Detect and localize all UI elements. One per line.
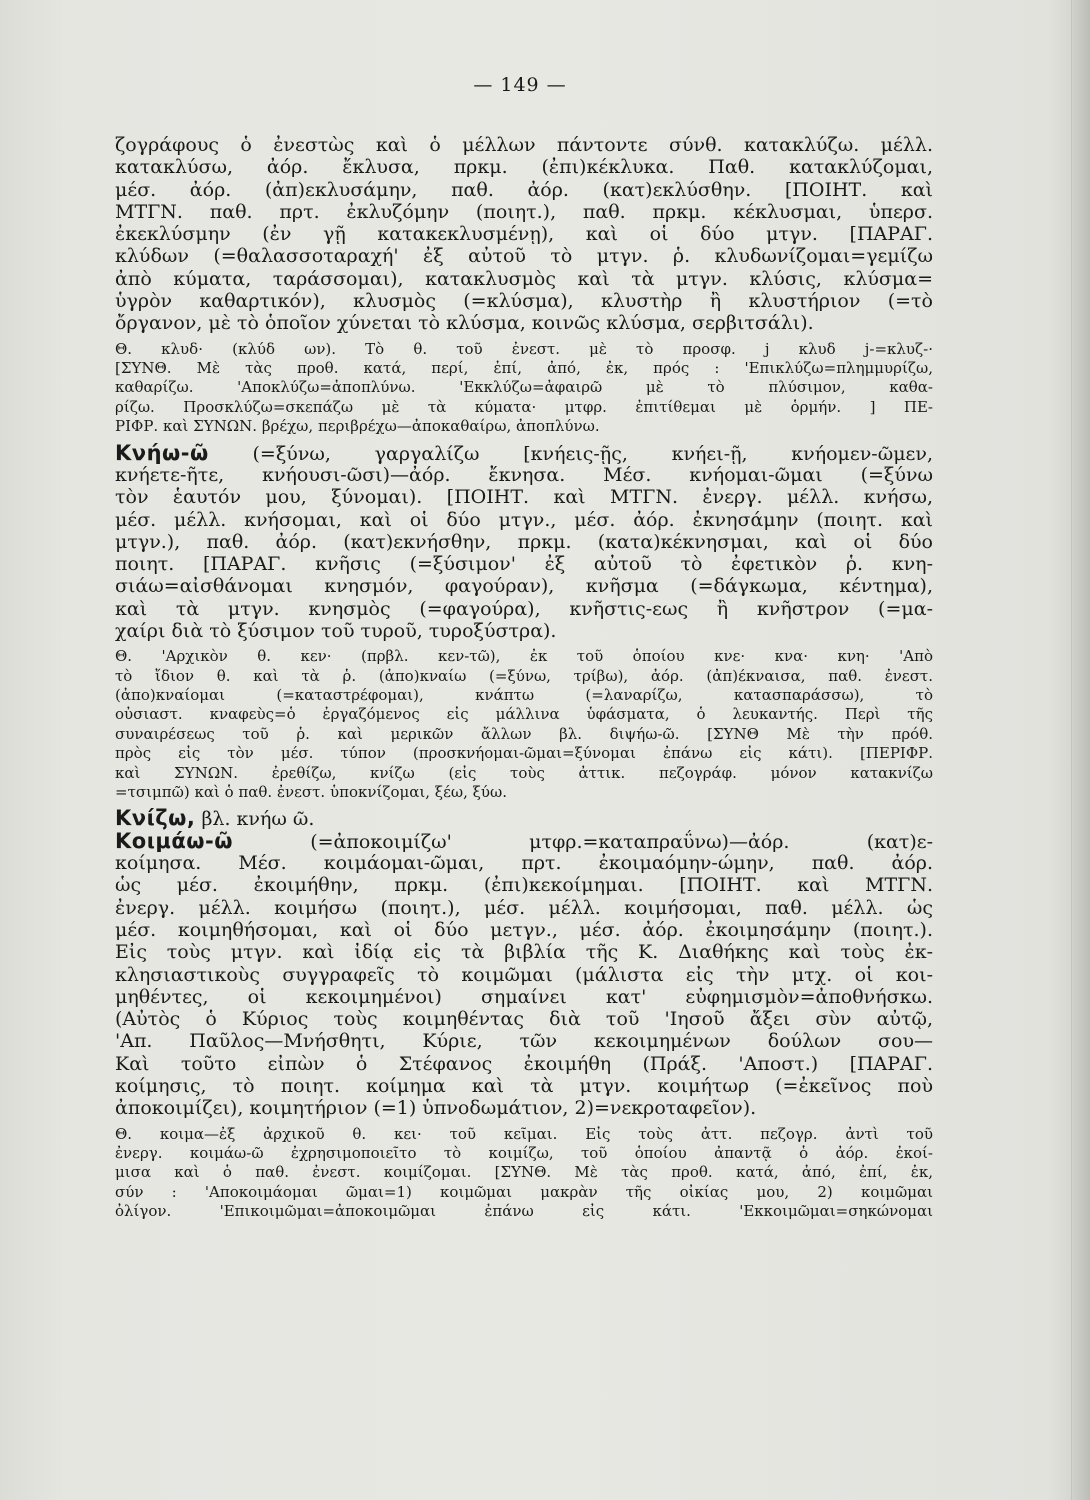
entry-line: Εἰς τοὺς μτγν. καὶ ἰδίᾳ εἰς τὰ βιβλία τῆς Κ. Διαθήκης καὶ τοὺς ἐκ- [115,941,933,964]
entry-line: ἐνεργ. μέλλ. κοιμήσω (ποιητ.), μέσ. μέλλ. κοιμήσομαι, παθ. μέλλ. ὡς [115,896,933,919]
entry-line: κοίμησα. Μέσ. κοιμάομαι-ῶμαι, πρτ. ἐκοιμαόμην-ώμην, παθ. ἀόρ. [115,852,933,875]
entry-line: ζογράφους ὁ ἐνεστὼς καὶ ὁ μέλλων πάντοντε σύνθ. κατακλύζω. μέλλ. [115,134,933,156]
etymology-line: [ΣΥΝΘ. Μὲ τὰς προθ. κατά, περί, ἐπί, ἀπό, ἐκ, πρός : 'Επικλύζω=πλημμυρίζω, [115,359,933,378]
etymology-line: τὸ ἴδιον θ. καὶ τὰ ῥ. (ἀπο)κναίω (=ξύνω, τρίβω), ἀόρ. (ἀπ)έκναισα, παθ. ἐνεστ. [115,666,933,685]
etymology-line: πρὸς εἰς τὸν μέσ. τύπον (προσκνήομαι-ῶμαι=ξύνομαι ἐπάνω εἰς κάτι). [ΠΕΡΙΦΡ. [115,744,933,763]
etymology-line: ρίζω. Προσκλύζω=σκεπάζω μὲ τὰ κύματα· μτφρ. ἐπιτίθεμαι μὲ ὁρμήν. ] ΠΕ- [115,397,933,416]
entry-line-headword: Κνίζω, βλ. κνήω ῶ. [115,807,315,830]
entry-line: μηθέντες, οἱ κεκοιμημένοι) σημαίνει κατ' εὐφημισμὸν=ἀποθνήσκω. [115,985,933,1008]
entry-line: σιάω=αἰσθάνομαι κνησμόν, φαγούραν), κνῆσμα (=δάγκωμα, κέντημα), [115,575,933,598]
etymology-line: Θ. κλυδ· (κλύδ ων). Τὸ θ. τοῦ ἐνεστ. μὲ τὸ προσφ. j κλυδ j-=κλυζ-· [115,339,933,358]
entry-line: χαίρι διὰ τὸ ξύσιμον τοῦ τυροῦ, τυροξύστρα). [115,620,557,642]
etymology-line: ὀλίγον. 'Επικοιμῶμαι=ἀποκοιμῶμαι ἐπάνω εἰς κάτι. 'Εκκοιμῶμαι=σηκώνομαι [115,1202,933,1221]
etymology-line: (ἀπο)κναίομαι (=καταστρέφομαι), κνάπτω (=λαναρίζω, κατασπαράσσω), τὸ [115,686,933,705]
etymology-line: Θ. κοιμα—ἐξ ἀρχικοῦ θ. κει· τοῦ κεῖμαι. Εἰς τοὺς ἀττ. πεζογρ. ἀντὶ τοῦ [115,1124,933,1143]
etymology-line: μισα καὶ ὁ παθ. ἐνεστ. κοιμίζομαι. [ΣΥΝΘ. Μὲ τὰς προθ. κατά, ἀπό, ἐπί, ἐκ, [115,1163,933,1182]
entry-line: μέσ. κοιμηθήσομαι, καὶ οἱ δύο μετγν., μέσ. ἀόρ. ἐκοιμησάμην (ποιητ.). [115,918,933,941]
entry-line: ὡς μέσ. ἐκοιμήθην, πρκμ. (ἐπι)κεκοίμημαι. [ΠΟΙΗΤ. καὶ ΜΤΓΝ. [115,874,933,897]
entry-line: ἀποκοιμίζει), κοιμητήριον (=1) ὑπνοδωμάτιον, 2)=νεκροταφεῖον). [115,1097,757,1120]
entry-line-headword: Κνήω-ῶ (=ξύνω, γαργαλίζω [κνήεις-ῇς, κνήει-ῇ, κνήομεν-ῶμεν, [115,441,933,464]
etymology-line: =τσιμπῶ) καὶ ὁ παθ. ἐνεστ. ὑποκνίζομαι, ξέω, ξύω. [115,783,507,802]
entry-line: (Αὐτὸς ὁ Κύριος τοὺς κοιμηθέντας διὰ τοῦ 'Ιησοῦ ἄξει σὺν αὐτῷ, [115,1008,933,1031]
entry-line: Καὶ τοῦτο εἰπὼν ὁ Στέφανος ἐκοιμήθη (Πράξ. 'Αποστ.) [ΠΑΡΑΓ. [115,1052,933,1075]
entry-line: κατακλύσω, ἀόρ. ἔκλυσα, πρκμ. (ἐπι)κέκλυκα. Παθ. κατακλύζομαι, [115,156,933,179]
entry-line: ποιητ. [ΠΑΡΑΓ. κνῆσις (=ξύσιμον' ἐξ αὐτοῦ τὸ ἐφετικὸν ῥ. κνη- [115,553,933,576]
headword: Κνίζω, [115,807,196,830]
entry-line: μέσ. ἀόρ. (ἀπ)εκλυσάμην, παθ. ἀόρ. (κατ)εκλύσθην. [ΠΟΙΗΤ. καὶ [115,178,933,201]
etymology-line: καὶ ΣΥΝΩΝ. ἐρεθίζω, κνίζω (εἰς τοὺς ἀττικ. πεζογράφ. μόνον κατακνίζω [115,763,933,782]
entry-line: ἀπὸ κύματα, ταράσσομαι), κατακλυσμὸς καὶ τὰ μτγν. κλύσις, κλύσμα= [115,267,933,290]
etymology-line: οὐσιαστ. κναφεὺς=ὁ ἐργαζόμενος εἰς μάλλινα ὑφάσματα, ὁ λευκαντής. Περὶ τῆς [115,705,933,724]
entry-line: ὑγρὸν καθαρτικόν), κλυσμὸς (=κλύσμα), κλυστὴρ ἢ κλυστήριον (=τὸ [115,290,933,313]
headword: Κνήω-ῶ [115,441,209,464]
entry-line: κοίμησις, τὸ ποιητ. κοίμημα καὶ τὰ μτγν. κοιμήτωρ (=ἐκεῖνος ποὺ [115,1074,933,1097]
entry-line-headword: Κοιμάω-ῶ (=ἀποκοιμίζω' μτφρ.=καταπραΰνω)—ἀόρ. (κατ)ε- [115,829,933,853]
etymology-line: σύν : 'Αποκοιμάομαι ῶμαι=1) κοιμῶμαι μακρὰν τῆς οἰκίας μου, 2) κοιμῶμαι [115,1182,933,1201]
etymology-line: Θ. 'Αρχικὸν θ. κεν· (πρβλ. κεν-τῶ), ἐκ τοῦ ὁποίου κνε· κνα· κνη· 'Απὸ [115,647,933,666]
etymology-line: συναιρέσεως τοῦ ῥ. καὶ μερικῶν ἄλλων βλ. διψήω-ῶ. [ΣΥΝΘ Μὲ τὴν πρόθ. [115,724,933,743]
entry-line: τὸν ἑαυτόν μου, ξύνομαι). [ΠΟΙΗΤ. καὶ ΜΤΓΝ. ἐνεργ. μέλλ. κνήσω, [115,486,933,509]
entry-line: κλύδων (=θαλασσοταραχή' ἐξ αὐτοῦ τὸ μτγν. ῥ. κλυδωνίζομαι=γεμίζω [115,245,933,268]
headword: Κοιμάω-ῶ [115,829,233,853]
etymology-line: ΡΙΦΡ. καὶ ΣΥΝΩΝ. βρέχω, περιβρέχω—ἀποκαθαίρω, ἀποπλύνω. [115,417,600,436]
page-edge-shadow [1071,0,1090,1500]
entry-line: ἐκεκλύσμην (ἐν γῇ κατακεκλυσμένῃ), καὶ οἱ δύο μτγν. [ΠΑΡΑΓ. [115,223,933,246]
entry-line: ὄργανον, μὲ τὸ ὁποῖον χύνεται τὸ κλύσμα, κοινῶς κλύσμα, σερβιτσάλι). [115,312,814,335]
entry-line: μέσ. μέλλ. κνήσομαι, καὶ οἱ δύο μτγν., μέσ. ἀόρ. ἐκνησάμην (ποιητ. καὶ [115,508,933,531]
entry-line: ΜΤΓΝ. παθ. πρτ. ἐκλυζόμην (ποιητ.), παθ. πρκμ. κέκλυσμαι, ὑπερσ. [115,200,933,223]
etymology-line: ἐνεργ. κοιμάω-ῶ ἐχρησιμοποιεῖτο τὸ κοιμίζω, τοῦ ὁποίου ἀπαντᾷ ὁ ἀόρ. ἐκοί- [115,1143,933,1162]
entry-line: μτγν.), παθ. ἀόρ. (κατ)εκνήσθην, πρκμ. (κατα)κέκνησμαι, καὶ οἱ δύο [115,530,933,553]
entry-line: καὶ τὰ μτγν. κνησμὸς (=φαγούρα), κνῆστις-εως ἢ κνῆστρον (=μα- [115,597,933,620]
entry-line: κνήετε-ῆτε, κνήουσι-ῶσι)—ἀόρ. ἔκνησα. Μέσ. κνήομαι-ῶμαι (=ξύνω [115,463,933,486]
page-number: — 149 — [473,74,567,96]
entry-line: 'Απ. Παῦλος—Μνήσθητι, Κύριε, τῶν κεκοιμημένων δούλων σου— [115,1030,933,1053]
etymology-line: καθαρίζω. 'Αποκλύζω=ἀποπλύνω. 'Εκκλύζω=ἀφαιρῶ μὲ τὸ πλύσιμον, καθα- [115,378,933,397]
entry-line: κλησιαστικοὺς συγγραφεῖς τὸ κοιμῶμαι (μάλιστα εἰς τὴν μτχ. οἱ κοι- [115,963,933,986]
dictionary-text [115,134,933,1222]
